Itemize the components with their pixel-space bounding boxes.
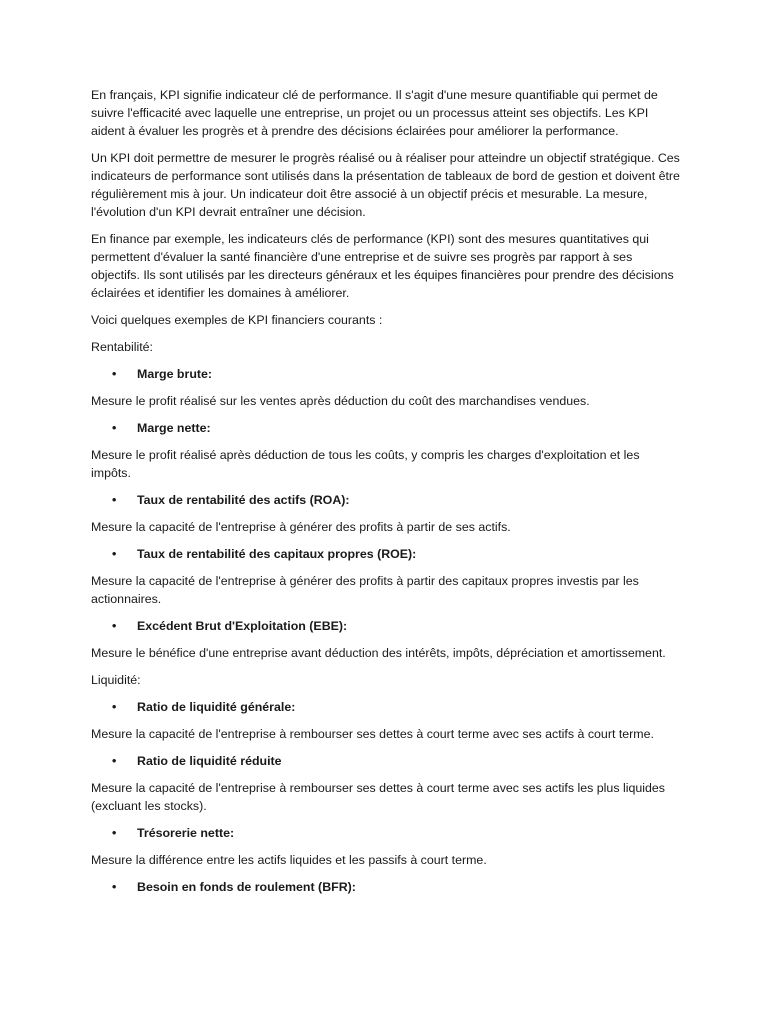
bullet-icon: • [112,547,117,561]
bullet-item [91,824,681,842]
bullet-item [91,878,681,896]
bullet-item [91,491,681,509]
bullet-title: Taux de rentabilité des actifs (ROA): [137,493,350,507]
section-label-rentabilite: Rentabilité: [91,340,153,354]
bullet-description: Mesure le profit réalisé après déduction de tous les coûts, y compris les charges d'exploitation et les impôts. [91,448,640,480]
bullet-title: Trésorerie nette: [137,826,235,840]
bullet-description: Mesure la capacité de l'entreprise à générer des profits à partir des capitaux propres investis par les actionnaires. [91,574,639,606]
bullet-description: Mesure la différence entre les actifs liquides et les passifs à court terme. [91,853,487,867]
bullet-title: Ratio de liquidité réduite [137,754,282,768]
bullet-icon: • [112,421,117,435]
bullet-title: Marge brute: [137,367,213,381]
bullet-item [91,698,681,716]
bullet-item [91,419,681,437]
bullet-title: Taux de rentabilité des capitaux propres (ROE): [137,547,417,561]
bullet-item [91,365,681,383]
bullet-title: Besoin en fonds de roulement (BFR): [137,880,356,894]
intro-paragraph: En français, KPI signifie indicateur clé de performance. Il s'agit d'une mesure quantifiable qui permet de suivre l'efficacité avec laquelle une entreprise, un projet ou un processus atteint ses objectifs. Les KPI aident à évaluer les progrès et à prendre des décisions éclairées pour améliorer la performance. [91,88,658,138]
bullet-icon: • [112,880,117,894]
section-label-liquidite: Liquidité: [91,673,141,687]
bullet-icon: • [112,493,117,507]
intro-paragraph: Voici quelques exemples de KPI financiers courants : [91,313,383,327]
bullet-item [91,752,681,770]
bullet-description: Mesure le profit réalisé sur les ventes après déduction du coût des marchandises vendues. [91,394,590,408]
bullet-description: Mesure le bénéfice d'une entreprise avant déduction des intérêts, impôts, dépréciation et amortissement. [91,646,666,660]
bullet-icon: • [112,754,117,768]
intro-paragraph: En finance par exemple, les indicateurs clés de performance (KPI) sont des mesures quantitatives qui permettent d'évaluer la santé financière d'une entreprise et de suivre ses progrès par rapport à ses objectifs. Ils sont utilisés par les directeurs généraux et les équipes financières pour prendre des décisions éclairées et identifier les domaines à améliorer. [91,232,674,300]
bullet-title: Excédent Brut d'Exploitation (EBE): [137,619,348,633]
bullet-icon: • [112,367,117,381]
intro-paragraph: Un KPI doit permettre de mesurer le progrès réalisé ou à réaliser pour atteindre un objectif stratégique. Ces indicateurs de performance sont utilisés dans la présentation de tableaux de bord de gestion et doivent être régulièrement mis à jour. Un indicateur doit être associé à un objectif précis et mesurable. La mesure, l'évolution d'un KPI devrait entraîner une décision. [91,151,680,219]
bullet-description: Mesure la capacité de l'entreprise à générer des profits à partir de ses actifs. [91,520,511,534]
bullet-description: Mesure la capacité de l'entreprise à rembourser ses dettes à court terme avec ses actifs les plus liquides (excluant les stocks). [91,781,665,813]
bullet-icon: • [112,826,117,840]
bullet-title: Ratio de liquidité générale: [137,700,296,714]
bullet-description: Mesure la capacité de l'entreprise à rembourser ses dettes à court terme avec ses actifs à court terme. [91,727,654,741]
document-page [91,86,681,905]
bullet-title: Marge nette: [137,421,211,435]
bullet-item [91,617,681,635]
bullet-icon: • [112,700,117,714]
bullet-item [91,545,681,563]
bullet-icon: • [112,619,117,633]
